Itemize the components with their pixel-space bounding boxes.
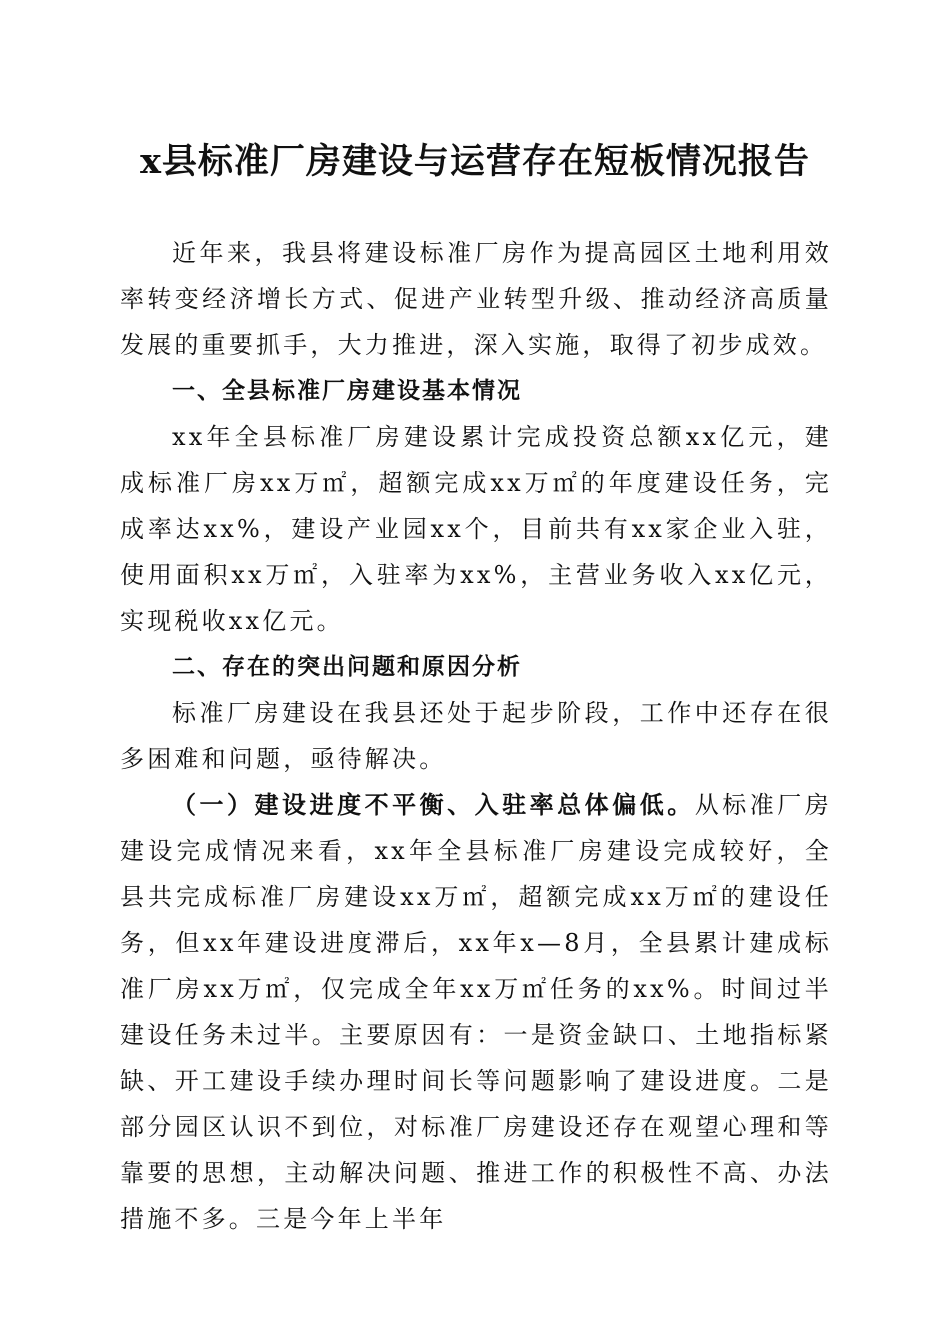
document-body [120,230,832,1242]
subsection-1-paragraph [120,782,832,1242]
document-title: x县标准厂房建设与运营存在短板情况报告 [140,141,810,182]
section-2-paragraph: 标准厂房建设在我县还处于起步阶段，工作中还存在很多困难和问题，亟待解决。 [120,699,832,773]
section-1-paragraph: xx年全县标准厂房建设累计完成投资总额xx亿元，建成标准厂房xx万㎡，超额完成xx万㎡的年度建设任务，完成率达xx%，建设产业园xx个，目前共有xx家企业入驻，使用面积xx万㎡，入驻率为xx%，主营业务收入xx亿元，实现税收xx亿元。 [120,423,832,635]
intro-paragraph: 近年来，我县将建设标准厂房作为提高园区土地利用效率转变经济增长方式、促进产业转型升级、推动经济高质量发展的重要抓手，大力推进，深入实施，取得了初步成效。 [120,239,832,359]
section-1-heading: 一、全县标准厂房建设基本情况 [172,378,522,404]
subsection-1-text: 从标准厂房建设完成情况来看，xx年全县标准厂房建设完成较好，全县共完成标准厂房建设xx万㎡，超额完成xx万㎡的建设任务，但xx年建设进度滞后，xx年x—8月，全县累计建成标准厂房xx万㎡，仅完成全年xx万㎡任务的xx%。时间过半建设任务未过半。主要原因有：一是资金缺口、土地指标紧缺、开工建设手续办理时间长等问题影响了建设进度。二是部分园区认识不到位，对标准厂房建设还存在观望心理和等靠要的思想，主动解决问题、推进工作的积极性不高、办法措施不多。三是今年上半年 [120,791,832,1233]
subsection-1-heading: （一）建设进度不平衡、入驻率总体偏低。 [172,790,695,819]
section-2-heading: 二、存在的突出问题和原因分析 [172,654,522,680]
